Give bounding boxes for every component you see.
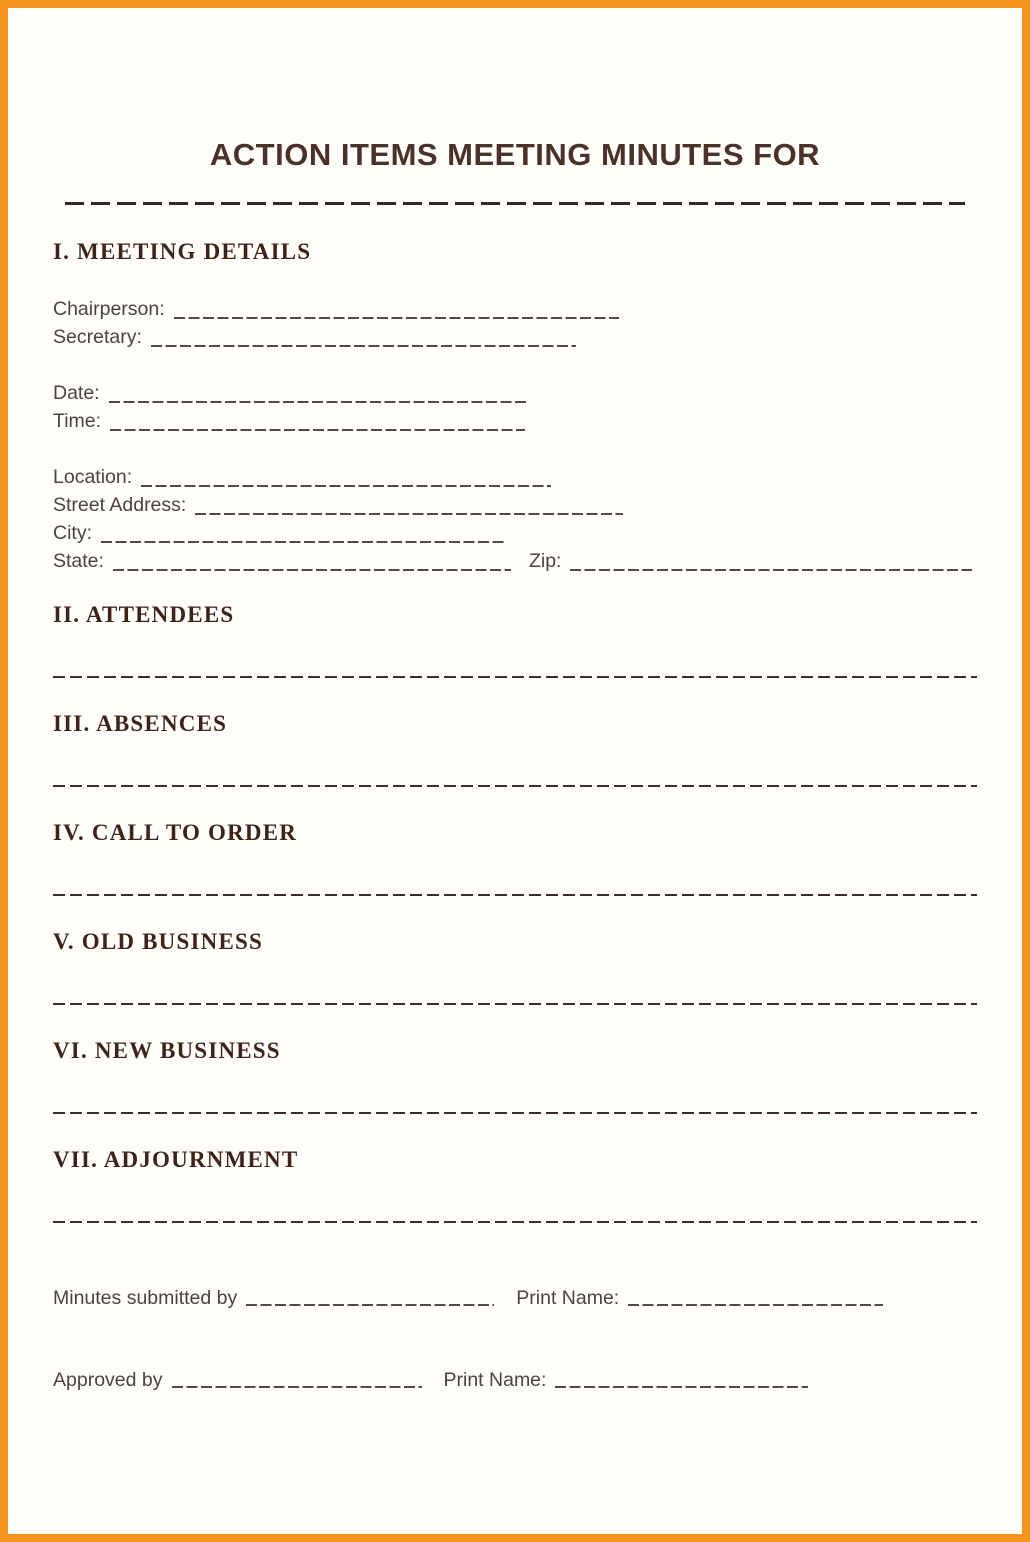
page-title: ACTION ITEMS MEETING MINUTES FOR: [209, 137, 821, 172]
street-address-label: Street Address:: [53, 494, 187, 516]
approved-by-blank[interactable]: [172, 1386, 422, 1389]
street-address-blank[interactable]: [195, 513, 623, 516]
absences-blank-line[interactable]: [53, 785, 977, 787]
submitted-by-blank[interactable]: [246, 1304, 494, 1307]
location-label: Location:: [53, 466, 133, 488]
state-blank[interactable]: [113, 569, 511, 572]
adjournment-blank-line[interactable]: [53, 1221, 977, 1223]
city-label: City:: [53, 522, 92, 544]
zip-label: Zip:: [528, 550, 562, 572]
section-old-business-heading: V. OLD BUSINESS: [53, 929, 263, 954]
field-row-location: [53, 463, 977, 491]
section-new-business: [53, 1038, 977, 1114]
approved-row: [53, 1367, 977, 1393]
old-business-blank-line[interactable]: [53, 1003, 977, 1005]
section-call-to-order-heading: IV. CALL TO ORDER: [53, 820, 298, 845]
section-adjournment-heading: VII. ADJOURNMENT: [53, 1147, 299, 1172]
field-row-city: [53, 519, 977, 547]
field-row-secretary: [53, 323, 977, 351]
zip-blank[interactable]: [570, 569, 972, 572]
time-blank[interactable]: [110, 429, 525, 432]
title-blank-line[interactable]: [65, 202, 965, 205]
secretary-blank[interactable]: [151, 345, 576, 348]
section-old-business: [53, 929, 977, 1005]
submitted-print-name-blank[interactable]: [628, 1304, 883, 1307]
section-absences: [53, 711, 977, 787]
minutes-submitted-by-label: Minutes submitted by: [53, 1287, 238, 1309]
section-adjournment: [53, 1147, 977, 1223]
field-group-gap: [53, 351, 977, 379]
print-name-label: Print Name:: [443, 1369, 547, 1391]
new-business-blank-line[interactable]: [53, 1112, 977, 1114]
date-blank[interactable]: [109, 401, 527, 404]
section-new-business-heading: VI. NEW BUSINESS: [53, 1038, 281, 1063]
date-label: Date:: [53, 382, 100, 404]
meeting-details-fields: [53, 295, 977, 575]
time-label: Time:: [53, 410, 102, 432]
section-attendees: [53, 602, 977, 678]
approved-by-label: Approved by: [53, 1369, 163, 1391]
field-row-state-zip: [53, 547, 977, 575]
attendees-blank-line[interactable]: [53, 676, 977, 678]
city-blank[interactable]: [101, 541, 506, 544]
location-blank[interactable]: [141, 485, 551, 488]
field-row-time: [53, 407, 977, 435]
field-group-gap: [53, 435, 977, 463]
call-to-order-blank-line[interactable]: [53, 894, 977, 896]
section-meeting-details-heading: I. MEETING DETAILS: [53, 239, 312, 264]
approved-print-name-blank[interactable]: [555, 1386, 808, 1389]
field-row-chairperson: [53, 295, 977, 323]
chairperson-blank[interactable]: [174, 317, 619, 320]
chairperson-label: Chairperson:: [53, 298, 165, 320]
state-label: State:: [53, 550, 104, 572]
secretary-label: Secretary:: [53, 326, 142, 348]
section-absences-heading: III. ABSENCES: [53, 711, 228, 736]
section-call-to-order: [53, 820, 977, 896]
submitted-row: [53, 1285, 977, 1311]
field-row-date: [53, 379, 977, 407]
section-attendees-heading: II. ATTENDEES: [53, 602, 235, 627]
field-row-street-address: [53, 491, 977, 519]
print-name-label: Print Name:: [516, 1287, 620, 1309]
